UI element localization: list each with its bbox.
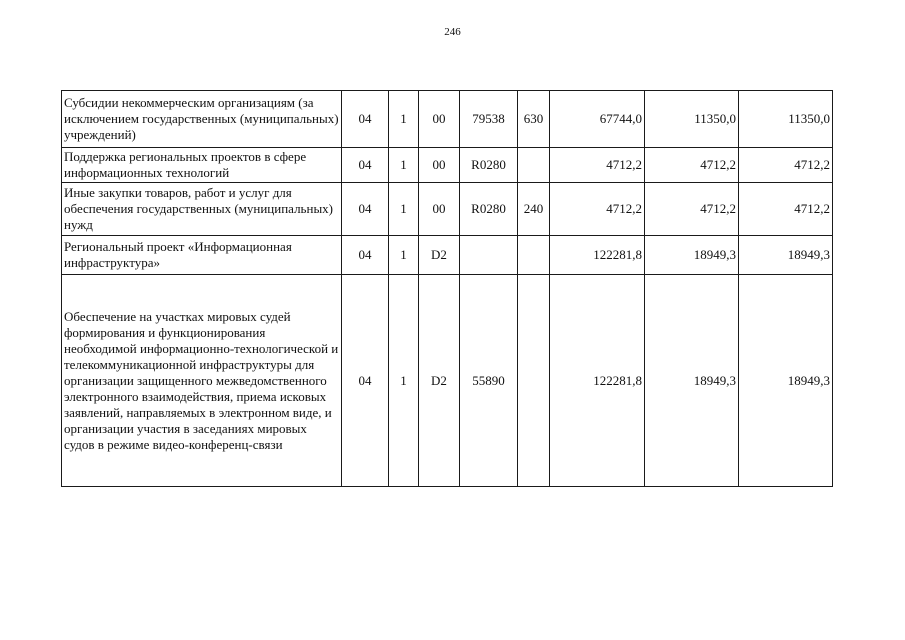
- amount-1: 4712,2: [550, 183, 645, 236]
- program-code: 1: [389, 183, 419, 236]
- amount-3: 4712,2: [739, 148, 833, 183]
- program-code: 1: [389, 275, 419, 487]
- amount-2: 18949,3: [645, 275, 739, 487]
- program-code: 1: [389, 148, 419, 183]
- row-name: Иные закупки товаров, работ и услуг для обеспечения государственных (муниципальных) нужд: [62, 183, 342, 236]
- section-code: 04: [342, 183, 389, 236]
- expense-type-code: [518, 275, 550, 487]
- subprogram-code: 00: [419, 91, 460, 148]
- amount-3: 18949,3: [739, 236, 833, 275]
- budget-table: [61, 90, 833, 487]
- program-code: 1: [389, 91, 419, 148]
- expense-type-code: [518, 236, 550, 275]
- target-code: [460, 236, 518, 275]
- section-code: 04: [342, 236, 389, 275]
- target-code: R0280: [460, 148, 518, 183]
- row-name: Региональный проект «Информационная инфраструктура»: [62, 236, 342, 275]
- amount-1: 4712,2: [550, 148, 645, 183]
- program-code: 1: [389, 236, 419, 275]
- table-row: [62, 91, 833, 148]
- expense-type-code: 240: [518, 183, 550, 236]
- target-code: 55890: [460, 275, 518, 487]
- amount-2: 18949,3: [645, 236, 739, 275]
- amount-3: 18949,3: [739, 275, 833, 487]
- amount-2: 4712,2: [645, 148, 739, 183]
- section-code: 04: [342, 148, 389, 183]
- table-row: [62, 148, 833, 183]
- amount-1: 122281,8: [550, 275, 645, 487]
- amount-1: 122281,8: [550, 236, 645, 275]
- page-number: 246: [444, 26, 461, 38]
- amount-2: 11350,0: [645, 91, 739, 148]
- row-name: Поддержка региональных проектов в сфере информационных технологий: [62, 148, 342, 183]
- amount-3: 11350,0: [739, 91, 833, 148]
- amount-2: 4712,2: [645, 183, 739, 236]
- table-row: [62, 183, 833, 236]
- expense-type-code: 630: [518, 91, 550, 148]
- row-name: Обеспечение на участках мировых судей формирования и функционирования необходимой информационно-технологической и телекоммуникационной инфраструктуры для организации защищенного межведомственного электронного взаимодействия, приема исковых заявлений, направляемых в электронном виде, и организации участия в заседаниях мировых судов в режиме видео-конференц-связи: [62, 275, 342, 487]
- amount-1: 67744,0: [550, 91, 645, 148]
- subprogram-code: 00: [419, 148, 460, 183]
- subprogram-code: D2: [419, 275, 460, 487]
- subprogram-code: 00: [419, 183, 460, 236]
- table-row: [62, 236, 833, 275]
- target-code: 79538: [460, 91, 518, 148]
- subprogram-code: D2: [419, 236, 460, 275]
- table-row: [62, 275, 833, 487]
- amount-3: 4712,2: [739, 183, 833, 236]
- row-name: Субсидии некоммерческим организациям (за исключением государственных (муниципальных) учреждений): [62, 91, 342, 148]
- expense-type-code: [518, 148, 550, 183]
- section-code: 04: [342, 275, 389, 487]
- section-code: 04: [342, 91, 389, 148]
- target-code: R0280: [460, 183, 518, 236]
